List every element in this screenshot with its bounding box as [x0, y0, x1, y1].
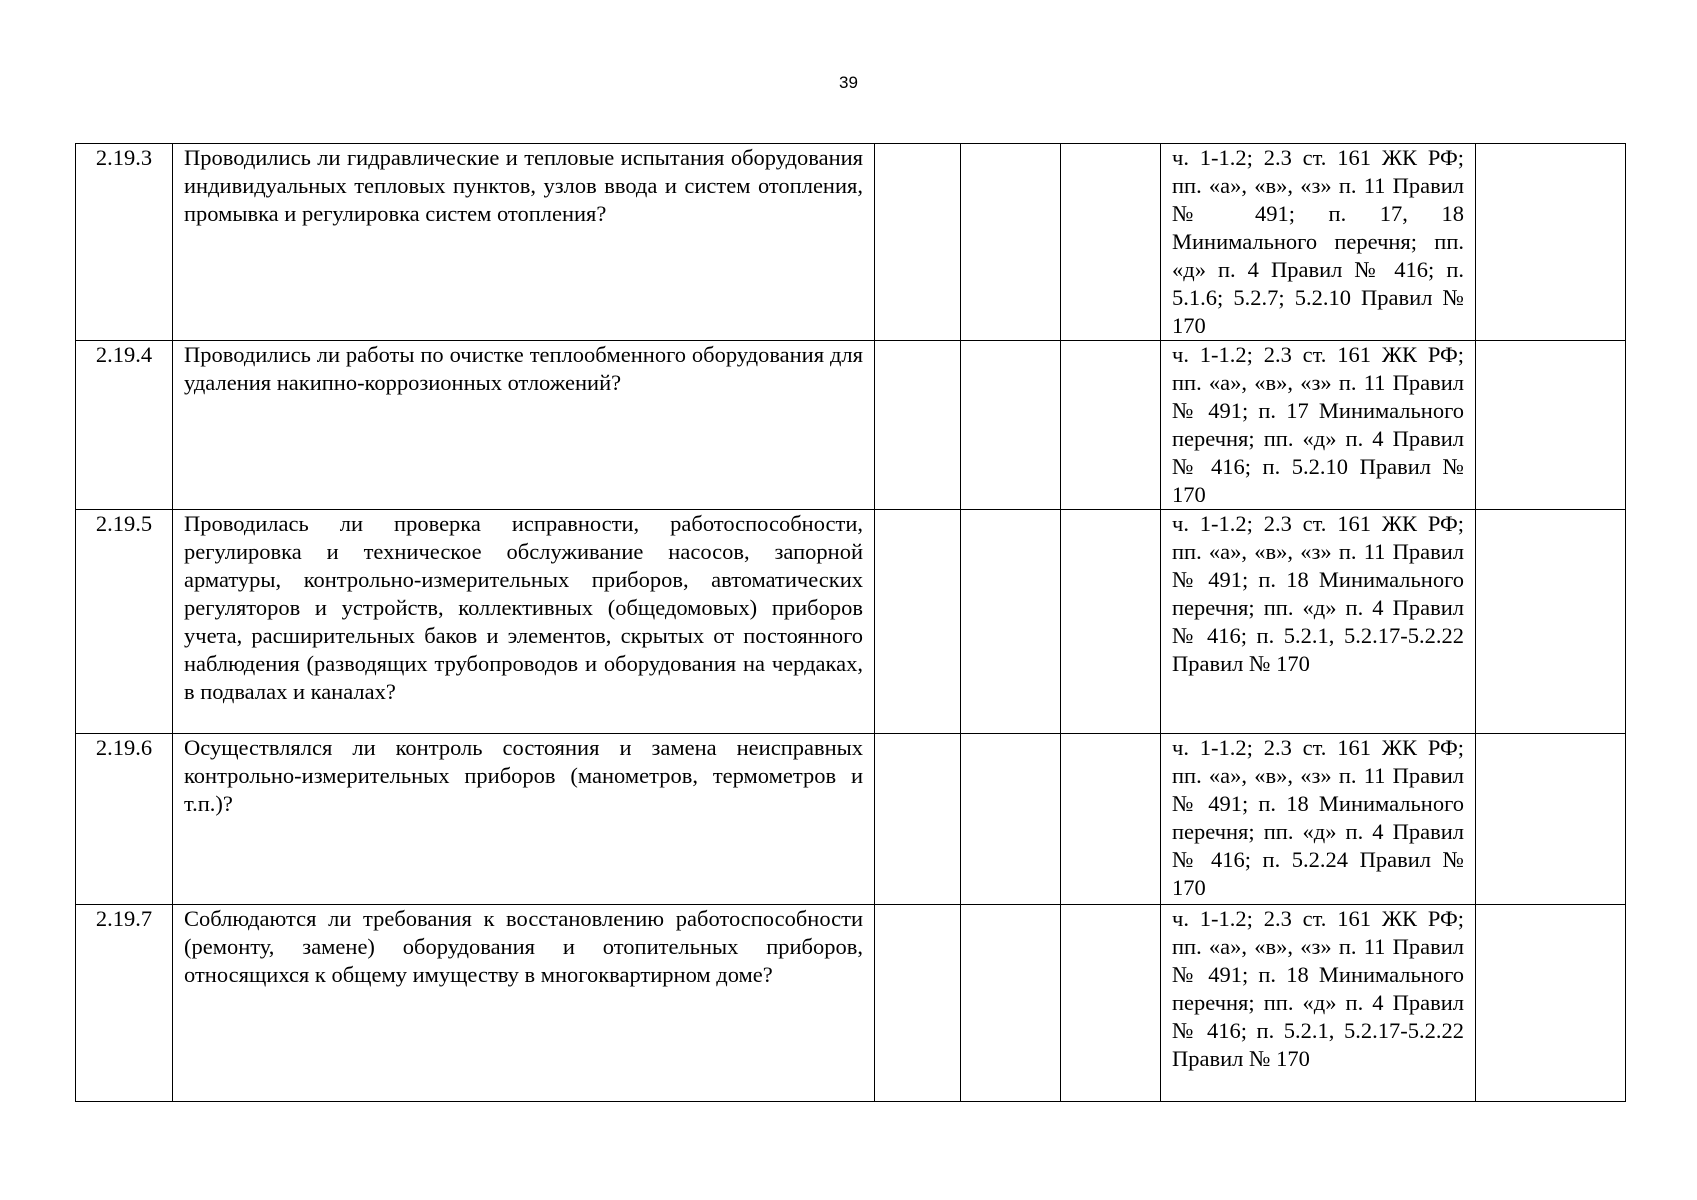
answer-not-applicable-cell	[1061, 905, 1161, 1102]
item-number: 2.19.3	[76, 144, 173, 341]
table-row	[76, 341, 1626, 510]
legal-reference: ч. 1-1.2; 2.3 ст. 161 ЖК РФ; пп. «а», «в», «з» п. 11 Правил № 491; п. 18 Минимального перечня; пп. «д» п. 4 Правил № 416; п. 5.2.1, 5.2.17-5.2.22 Правил № 170	[1161, 905, 1476, 1102]
answer-no-cell	[961, 144, 1061, 341]
answer-not-applicable-cell	[1061, 510, 1161, 734]
answer-not-applicable-cell	[1061, 144, 1161, 341]
legal-reference: ч. 1-1.2; 2.3 ст. 161 ЖК РФ; пп. «а», «в», «з» п. 11 Правил № 491; п. 17, 18 Минимального перечня; пп. «д» п. 4 Правил № 416; п. 5.1.6; 5.2.7; 5.2.10 Правил № 170	[1161, 144, 1476, 341]
note-cell	[1476, 144, 1626, 341]
table-row	[76, 905, 1626, 1102]
table-row	[76, 144, 1626, 341]
question-text: Соблюдаются ли требования к восстановлению работоспособности (ремонту, замене) оборудования и отопительных приборов, относящихся к общему имуществу в многоквартирном доме?	[173, 905, 875, 1102]
item-number: 2.19.5	[76, 510, 173, 734]
answer-not-applicable-cell	[1061, 341, 1161, 510]
answer-not-applicable-cell	[1061, 734, 1161, 905]
answer-yes-cell	[875, 905, 961, 1102]
note-cell	[1476, 905, 1626, 1102]
question-text: Осуществлялся ли контроль состояния и замена неисправных контрольно-измерительных приборов (манометров, термометров и т.п.)?	[173, 734, 875, 905]
answer-yes-cell	[875, 144, 961, 341]
item-number: 2.19.4	[76, 341, 173, 510]
note-cell	[1476, 734, 1626, 905]
answer-yes-cell	[875, 510, 961, 734]
legal-reference: ч. 1-1.2; 2.3 ст. 161 ЖК РФ; пп. «а», «в», «з» п. 11 Правил № 491; п. 18 Минимального перечня; пп. «д» п. 4 Правил № 416; п. 5.2.1, 5.2.17-5.2.22 Правил № 170	[1161, 510, 1476, 734]
question-text: Проводилась ли проверка исправности, работоспособности, регулировка и техническое обслуживание насосов, запорной арматуры, контрольно-измерительных приборов, автоматических регуляторов и устройств, коллективных (общедомовых) приборов учета, расширительных баков и элементов, скрытых от постоянного наблюдения (разводящих трубопроводов и оборудования на чердаках, в подвалах и каналах?	[173, 510, 875, 734]
answer-no-cell	[961, 510, 1061, 734]
note-cell	[1476, 341, 1626, 510]
item-number: 2.19.6	[76, 734, 173, 905]
answer-no-cell	[961, 734, 1061, 905]
answer-no-cell	[961, 905, 1061, 1102]
answer-yes-cell	[875, 734, 961, 905]
table-row	[76, 510, 1626, 734]
table-row	[76, 734, 1626, 905]
note-cell	[1476, 510, 1626, 734]
question-text: Проводились ли работы по очистке теплообменного оборудования для удаления накипно-коррозионных отложений?	[173, 341, 875, 510]
page-number: 39	[839, 73, 858, 92]
question-text: Проводились ли гидравлические и тепловые испытания оборудования индивидуальных тепловых пунктов, узлов ввода и систем отопления, промывка и регулировка систем отопления?	[173, 144, 875, 341]
answer-yes-cell	[875, 341, 961, 510]
checklist-table	[75, 143, 1626, 1102]
legal-reference: ч. 1-1.2; 2.3 ст. 161 ЖК РФ; пп. «а», «в», «з» п. 11 Правил № 491; п. 18 Минимального перечня; пп. «д» п. 4 Правил № 416; п. 5.2.24 Правил № 170	[1161, 734, 1476, 905]
item-number: 2.19.7	[76, 905, 173, 1102]
legal-reference: ч. 1-1.2; 2.3 ст. 161 ЖК РФ; пп. «а», «в», «з» п. 11 Правил № 491; п. 17 Минимального перечня; пп. «д» п. 4 Правил № 416; п. 5.2.10 Правил № 170	[1161, 341, 1476, 510]
answer-no-cell	[961, 341, 1061, 510]
